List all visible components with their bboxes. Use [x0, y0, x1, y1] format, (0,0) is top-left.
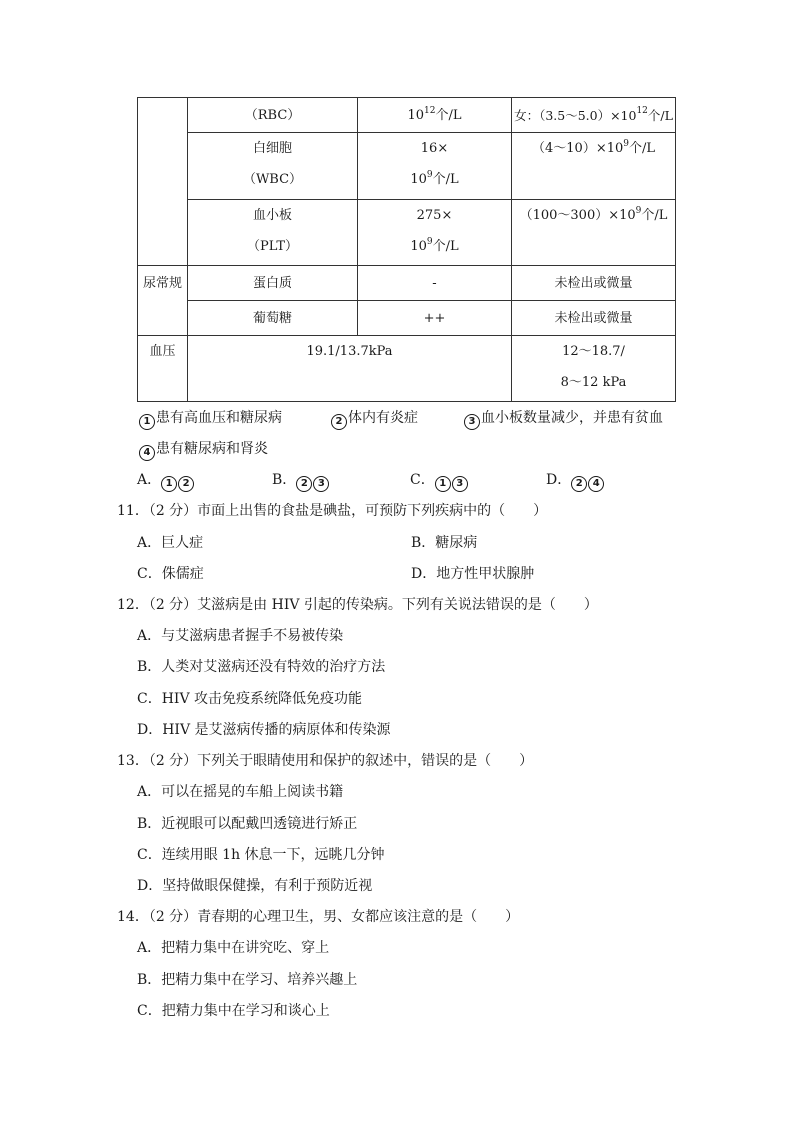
q14-option-b[interactable]: B．把精力集中在学习、培养兴趣上: [137, 972, 358, 988]
circled-number-icon: 2: [571, 476, 587, 492]
q14-option-a[interactable]: A．把精力集中在讲究吃、穿上: [137, 940, 330, 956]
q10-statement-2: 2 体内有炎症: [331, 408, 418, 430]
protein-name-cell: 蛋白质: [188, 266, 358, 301]
wbc-name-cell: 白细胞 （WBC）: [188, 133, 358, 200]
circled-number-icon: 3: [313, 476, 329, 492]
q11-option-c[interactable]: C．侏儒症: [137, 566, 204, 582]
q10-option-c[interactable]: C． 1 3: [410, 470, 469, 492]
glucose-name-cell: 葡萄糖: [188, 301, 358, 336]
wbc-ref-cell: $(4\sim 10)\times 10^9$个/L: [512, 133, 676, 200]
plt-name-cell: 血小板 （PLT）: [188, 200, 358, 266]
rbc-value-cell: $10^{12}$个/L: [358, 98, 512, 133]
table-row: [138, 133, 676, 200]
circled-number-icon: 3: [464, 414, 480, 430]
bp-name-cell: 血压: [138, 336, 188, 402]
table-row: [138, 301, 676, 336]
plt-ref-cell: $(100\sim 300)\times 10^9$个/L: [512, 200, 676, 266]
q11-option-b[interactable]: B．糖尿病: [411, 535, 478, 551]
glucose-ref-cell: 未检出或微量: [512, 301, 676, 336]
table-row: [138, 266, 676, 301]
q11-stem: 11．（2 分）市面上出售的食盐是碘盐，可预防下列疾病中的（ ）: [117, 503, 548, 519]
q10-statement-1: 1 患有高血压和糖尿病: [139, 408, 282, 430]
circled-number-icon: 1: [161, 476, 177, 492]
circled-number-icon: 4: [588, 476, 604, 492]
circled-number-icon: 1: [435, 476, 451, 492]
circled-number-icon: 2: [178, 476, 194, 492]
urine-category-cell: 尿常规: [138, 266, 188, 336]
bp-value-cell: 19.1/13.7kPa: [188, 336, 512, 402]
protein-ref-cell: 未检出或微量: [512, 266, 676, 301]
circled-number-icon: 3: [452, 476, 468, 492]
protein-value-cell: -: [358, 266, 512, 301]
q13-option-b[interactable]: B．近视眼可以配戴凹透镜进行矫正: [137, 816, 358, 832]
q12-option-c[interactable]: C．HIV 攻击免疫系统降低免疫功能: [137, 691, 363, 707]
q14-option-c[interactable]: C．把精力集中在学习和谈心上: [137, 1003, 330, 1019]
q10-option-b[interactable]: B． 2 3: [272, 470, 330, 492]
q13-option-a[interactable]: A．可以在摇晃的车船上阅读书籍: [137, 784, 344, 800]
table-row: [138, 200, 676, 266]
circled-number-icon: 1: [139, 414, 155, 430]
table-row: [138, 336, 676, 402]
q12-option-a[interactable]: A．与艾滋病患者握手不易被传染: [137, 628, 344, 644]
q10-option-d[interactable]: D． 2 4: [546, 470, 605, 492]
q12-option-b[interactable]: B．人类对艾滋病还没有特效的治疗方法: [137, 659, 386, 675]
plt-value-cell: 275× $10^9$个/L: [358, 200, 512, 266]
blood-category-cell: [138, 98, 188, 266]
q11-option-d[interactable]: D．地方性甲状腺肿: [411, 566, 535, 582]
rbc-ref-cell: 女：$(3.5\sim 5.0)\times 10^{12}$个/L: [512, 98, 676, 133]
table-row: [138, 98, 676, 133]
q12-option-d[interactable]: D．HIV 是艾滋病传播的病原体和传染源: [137, 722, 391, 738]
circled-number-icon: 4: [139, 445, 155, 461]
q12-stem: 12．（2 分）艾滋病是由 HIV 引起的传染病。下列有关说法错误的是（ ）: [117, 597, 598, 613]
q13-option-d[interactable]: D．坚持做眼保健操，有利于预防近视: [137, 878, 373, 894]
circled-number-icon: 2: [331, 414, 347, 430]
q10-statement-4: 4 患有糖尿病和肾炎: [139, 439, 268, 461]
glucose-value-cell: ++: [358, 301, 512, 336]
q11-option-a[interactable]: A．巨人症: [137, 535, 204, 551]
wbc-value-cell: 16× $10^9$个/L: [358, 133, 512, 200]
bp-ref-cell: 12～18.7/ 8～12 kPa: [512, 336, 676, 402]
circled-number-icon: 2: [296, 476, 312, 492]
q13-stem: 13．（2 分）下列关于眼睛使用和保护的叙述中，错误的是（ ）: [117, 753, 534, 769]
q10-option-a[interactable]: A． 1 2: [137, 470, 195, 492]
q14-stem: 14．（2 分）青春期的心理卫生，男、女都应该注意的是（ ）: [117, 909, 520, 925]
q13-option-c[interactable]: C．连续用眼 1h 休息一下，远眺几分钟: [137, 847, 385, 863]
rbc-name-cell: （RBC）: [188, 98, 358, 133]
q10-statement-3: 3 血小板数量减少，并患有贫血: [464, 408, 663, 430]
lab-results-table: [137, 97, 676, 402]
